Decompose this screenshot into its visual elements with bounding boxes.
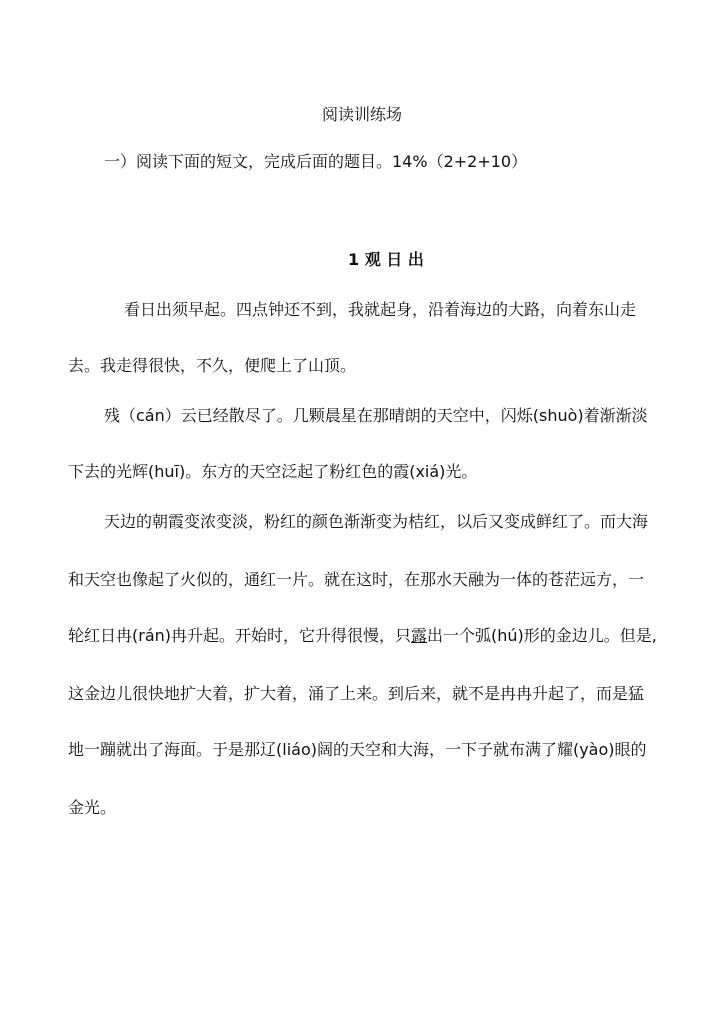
section-instruction: 一）阅读下面的短文，完成后面的题目。14%（2+2+10）	[104, 152, 528, 171]
paragraph-3-line-3	[68, 625, 657, 647]
paragraph-1-line-1: 看日出须早起。四点钟还不到，我就起身，沿着海边的大路，向着东山走	[124, 300, 637, 319]
paragraph-3-line-2: 和天空也像起了火似的，通红一片。就在这时，在那水天融为一体的苍茫远方，一	[68, 570, 645, 589]
paragraph-2-line-1: 残（cán）云已经散尽了。几颗晨星在那晴朗的天空中，闪烁(shuò)着渐渐淡	[104, 406, 648, 425]
paragraph-3-line-5: 地一蹦就出了海面。于是那辽(liáo)阔的天空和大海，一下子就布满了耀(yào)眼的	[68, 740, 647, 759]
page-title: 阅读训练场	[321, 105, 402, 124]
underlined-word: 露	[411, 626, 428, 645]
paragraph-3-line-3-part-1: 轮红日冉(rán)冉升起。开始时，它升得很慢，只	[68, 626, 412, 645]
article-title: 1 观 日 出	[348, 250, 424, 269]
paragraph-3-line-3-part-2: 出一个弧(hú)形的金边儿。但是,	[427, 626, 657, 645]
paragraph-2-line-2: 下去的光辉(huī)。东方的天空泛起了粉红色的霞(xiá)光。	[68, 462, 478, 481]
paragraph-3-line-1: 天边的朝霞变浓变淡，粉红的颜色渐渐变为桔红，以后又变成鲜红了。而大海	[104, 512, 649, 531]
paragraph-3-line-6: 金光。	[68, 798, 117, 817]
paragraph-1-line-2: 去。我走得很快，不久，便爬上了山顶。	[68, 356, 357, 375]
paragraph-3-line-4: 这金边儿很快地扩大着，扩大着，涌了上来。到后来，就不是冉冉升起了，而是猛	[68, 684, 645, 703]
